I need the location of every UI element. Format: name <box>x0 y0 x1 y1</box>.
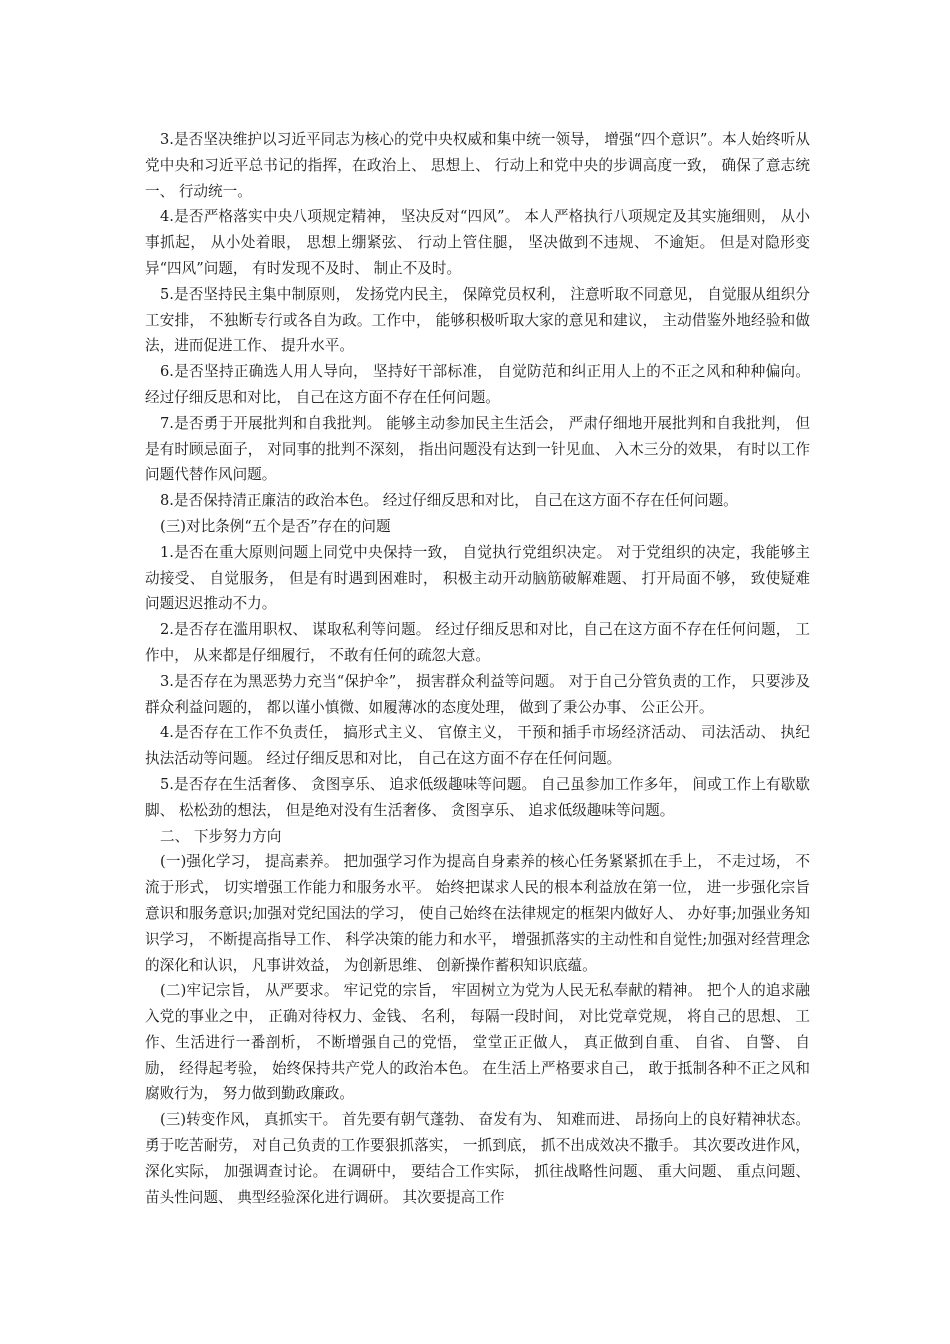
document-body <box>145 127 810 1210</box>
item-1-major-principles: 1.是否在重大原则问题上同党中央保持一致， 自觉执行党组织决定。 对于党组织的决定，我能够主动接受、 自觉服务， 但是有时遇到困难时， 积极主动开动脑筋破解难题、 打开局面不够， 致使疑难问题迟迟推动不力。 <box>145 543 810 613</box>
item-4-eight-regulations: 4.是否严格落实中央八项规定精神， 坚决反对“四风”。 本人严格执行八项规定及其实施细则， 从小事抓起， 从小处着眼， 思想上绷紧弦、 行动上管住腿， 坚决做到不违规、 不逾矩。 但是对隐形变异“四风”问题， 有时发现不及时、 制止不及时。 <box>145 208 810 277</box>
item-6-personnel-selection: 6.是否坚持正确选人用人导向， 坚持好干部标准， 自觉防范和纠正用人上的不正之风和种种偏向。 经过仔细反思和对比， 自己在这方面不存在任何问题。 <box>145 363 810 406</box>
section-heading-next-steps: 二、 下步努力方向 <box>160 827 282 845</box>
item-7-criticism: 7.是否勇于开展批判和自我批判。 能够主动参加民主生活会， 严肃仔细地开展批判和自我批判， 但是有时顾忌面子， 对同事的批判不深刻， 指出问题没有达到一针见血、 入木三分的效果， 有时以工作问题代替作风问题。 <box>145 414 810 484</box>
item-5-democratic-centralism: 5.是否坚持民主集中制原则， 发扬党内民主， 保障党员权利， 注意听取不同意见， 自觉服从组织分工安排， 不独断专行或各自为政。工作中， 能够积极听取大家的意见和建议， 主动借鉴外地经验和做法，进而促进工作、 提升水平。 <box>145 285 810 355</box>
step-1-strengthen-study: (一)强化学习， 提高素养。 把加强学习作为提高自身素养的核心任务紧紧抓在手上， 不走过场， 不流于形式， 切实增强工作能力和服务水平。 始终把谋求人民的根本利益放在第一位， 进一步强化宗旨意识和服务意识;加强对党纪国法的学习， 使自己始终在法律规定的框架内做好人、 办好事;加强业务知识学习， 不断提高指导工作、 科学决策的能力和水平， 增强抓落实的主动性和自觉性;加强对经营理念的深化和认识， 凡事讲效益， 为创新思维、 创新操作蓄积知识底蕴。 <box>145 853 810 974</box>
step-3-change-style: (三)转变作风， 真抓实干。 首先要有朝气蓬勃、 奋发有为、 知难而进、 昂扬向上的良好精神状态。 勇于吃苦耐劳， 对自己负责的工作要狠抓落实， 一抓到底， 抓不出成效决不撒手。 其次要改进作风， 深化实际， 加强调查讨论。 在调研中， 要结合工作实际， 抓往战略性问题、 重大问题、 重点问题、 苗头性问题、 典型经验深化进行调研。 其次要提高工作 <box>145 1111 810 1206</box>
section-heading-five-whethers: (三)对比条例“五个是否”存在的问题 <box>160 517 391 535</box>
item-3-central-authority: 3.是否坚决维护以习近平同志为核心的党中央权威和集中统一领导， 增强“四个意识”。本人始终听从党中央和习近平总书记的指挥，在政治上、 思想上、 行动上和党中央的步调高度一致， 确保了意志统一、 行动统一。 <box>145 131 810 200</box>
step-2-remember-purpose: (二)牢记宗旨， 从严要求。 牢记党的宗旨， 牢固树立为党为人民无私奉献的精神。 把个人的追求融入党的事业之中， 正确对待权力、金钱、 名利， 每隔一段时间， 对比党章党规， 将自己的思想、 工作、生活进行一番剖析， 不断增强自己的党悟， 堂堂正正做人， 真正做到自重、 自省、 自警、 自励， 经得起考验， 始终保持共产党人的政治本色。 在生活上严格要求自己， 敢于抵制各种不正之风和腐败行为， 努力做到勤政廉政。 <box>145 982 810 1103</box>
item-5-extravagance: 5.是否存在生活奢侈、 贪图享乐、 追求低级趣味等问题。 自己虽参加工作多年， 间或工作上有歇歇脚、 松松劲的想法， 但是绝对没有生活奢侈、 贪图享乐、 追求低级趣味等问题。 <box>145 775 810 819</box>
item-8-integrity: 8.是否保持清正廉洁的政治本色。 经过仔细反思和对比， 自己在这方面不存在任何问题。 <box>160 492 738 510</box>
item-4-irresponsibility: 4.是否存在工作不负责任， 搞形式主义、 官僚主义， 干预和插手市场经济活动、 司法活动、 执纪执法活动等问题。 经过仔细反思和对比， 自己在这方面不存在任何问题。 <box>145 724 810 768</box>
item-3-protective-umbrella: 3.是否存在为黑恶势力充当“保护伞”， 损害群众利益等问题。 对于自己分管负责的工作， 只要涉及群众利益问题的， 都以谨小慎微、如履薄冰的态度处理， 做到了秉公办事、 公正公开。 <box>145 672 810 716</box>
item-2-abuse-of-power: 2.是否存在滥用职权、 谋取私利等问题。 经过仔细反思和对比，自己在这方面不存在任何问题， 工作中， 从来都是仔细履行， 不敢有任何的疏忽大意。 <box>145 621 810 664</box>
